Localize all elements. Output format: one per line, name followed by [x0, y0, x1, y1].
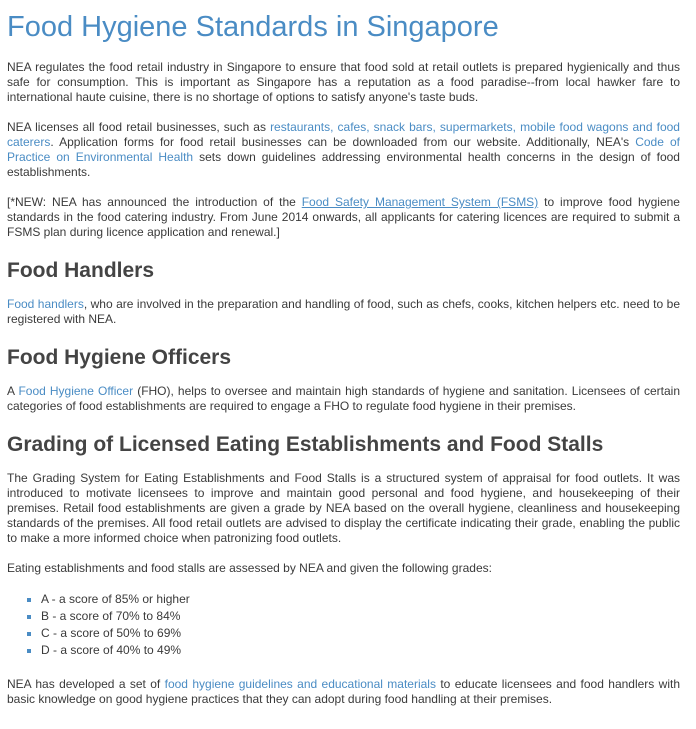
grade-text: C - a score of 50% to 69%	[41, 626, 182, 640]
intro-paragraph-1: NEA regulates the food retail industry in Singapore to ensure that food sold at retail outlets is prepared hygienically and thus safe for consumption. This is important as Singapore has a reputation as a food paradise--from local hawker fare to international haute cuisine, there is no shortage of options to satisfy anyone's taste buds.	[7, 60, 680, 104]
intro-p2-text-post: sets down guidelines addressing environmental health concerns in the design of food establishments.	[7, 150, 680, 179]
grade-text: A - a score of 85% or higher	[41, 592, 190, 606]
code-of-practice-link[interactable]: Code of Practice on Environmental Health	[7, 135, 680, 164]
guidelines-text-pre: NEA has developed a set of	[7, 677, 165, 691]
food-hygiene-officer-link[interactable]: Food Hygiene Officer	[18, 384, 134, 398]
grading-paragraph-1: The Grading System for Eating Establishments and Food Stalls is a structured system of appraisal for food outlets. It was introduced to motivate licensees to improve and maintain good personal and food hygiene, and housekeeping of their premises. Retail food establishments are given a grade by NEA based on the overall hygiene, cleanliness and housekeeping standards of the premises. All food retail outlets are advised to display the certificate indicating their grade, enabling the public to make a more informed choice when patronizing food outlets.	[7, 471, 680, 545]
grading-heading: Grading of Licensed Eating Establishments and Food Stalls	[7, 433, 604, 456]
square-bullet-icon	[27, 598, 31, 602]
grade-list-item	[27, 642, 680, 659]
square-bullet-icon	[27, 632, 31, 636]
square-bullet-icon	[27, 615, 31, 619]
grade-text: B - a score of 70% to 84%	[41, 609, 181, 623]
guidelines-text-post: to educate licensees and food handlers with basic knowledge on good hygiene practices that they can adopt during food handling at their premises.	[7, 677, 681, 706]
grades-list	[7, 591, 680, 659]
food-hygiene-officers-heading: Food Hygiene Officers	[7, 346, 232, 369]
food-hygiene-officers-paragraph	[7, 384, 680, 414]
officers-text: (FHO), helps to oversee and maintain high standards of hygiene and sanitation. Licensees of certain categories of food establishments are required to engage a FHO to regulate food hygiene in their premises.	[7, 384, 680, 413]
intro-paragraph-2	[7, 120, 680, 180]
grade-list-item	[27, 608, 680, 625]
intro-p2-text-pre: NEA licenses all food retail businesses, such as	[7, 120, 271, 134]
food-hygiene-guidelines-link[interactable]: food hygiene guidelines and educational materials	[164, 677, 436, 691]
food-retail-businesses-link[interactable]: restaurants, cafes, snack bars, supermarkets, mobile food wagons and food caterers	[7, 120, 680, 149]
grade-list-item	[27, 625, 680, 642]
intro-p2-text-mid: . Application forms for food retail businesses can be downloaded from our website. Additionally, NEA's	[50, 135, 636, 149]
officers-text-pre: A	[7, 384, 19, 398]
food-handlers-paragraph	[7, 297, 680, 327]
guidelines-paragraph	[7, 677, 680, 707]
food-handlers-heading: Food Handlers	[7, 259, 155, 282]
food-handlers-link[interactable]: Food handlers	[7, 297, 84, 311]
grade-text: D - a score of 40% to 49%	[41, 643, 182, 657]
square-bullet-icon	[27, 649, 31, 653]
fsms-text-post: to improve food hygiene standards in the food catering industry. From June 2014 onwards, all applicants for catering licences are required to submit a FSMS plan during licence application and renewal.]	[7, 195, 680, 239]
food-handlers-text: , who are involved in the preparation and handling of food, such as chefs, cooks, kitchen helpers etc. need to be registered with NEA.	[7, 297, 680, 326]
fsms-link[interactable]: Food Safety Management System (FSMS)	[301, 195, 539, 209]
page-title: Food Hygiene Standards in Singapore	[7, 11, 499, 43]
grade-list-item	[27, 591, 680, 608]
fsms-notice-paragraph	[7, 195, 680, 240]
grading-paragraph-2: Eating establishments and food stalls are assessed by NEA and given the following grades:	[7, 561, 492, 575]
fsms-text-pre: [*NEW: NEA has announced the introduction of the	[7, 195, 302, 209]
